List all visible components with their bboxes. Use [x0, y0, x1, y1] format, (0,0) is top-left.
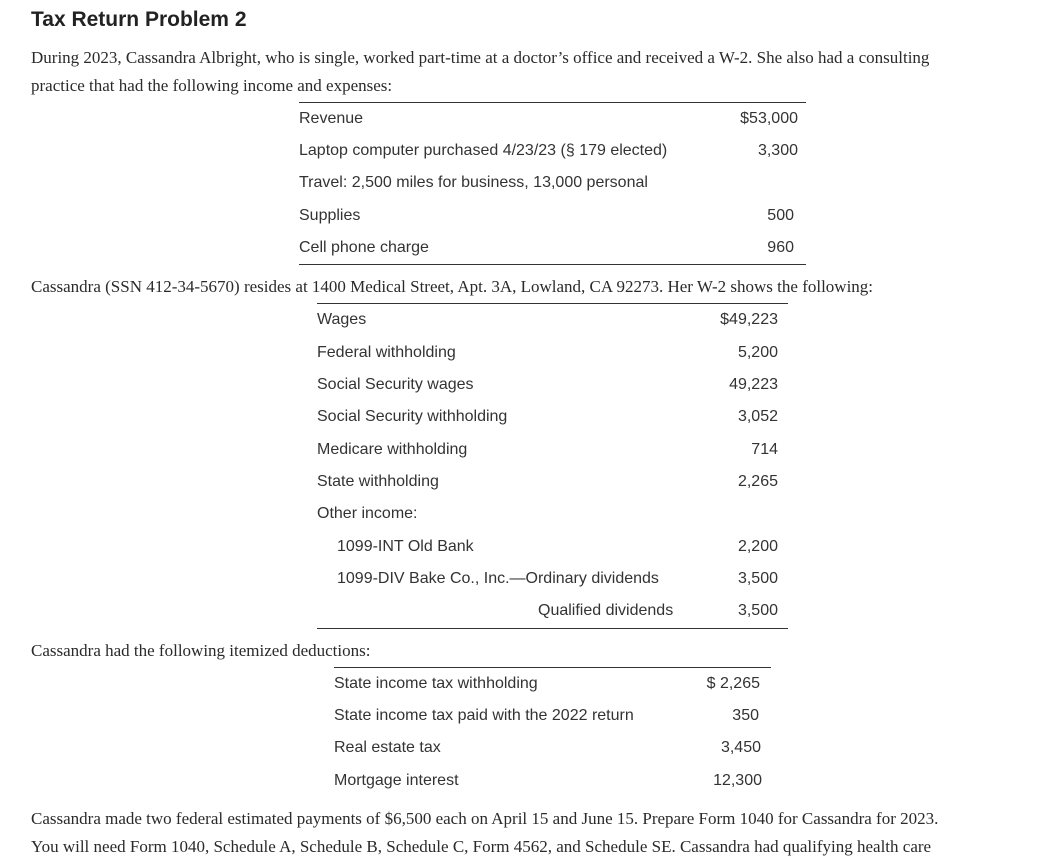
row-value: 3,052: [737, 408, 778, 425]
row-value: $49,223: [720, 311, 778, 328]
intro-line-1: During 2023, Cassandra Albright, who is single, worked part-time at a doctor’s office and received a W-2. She also had a consulting: [31, 48, 930, 67]
row-label: Travel: 2,500 miles for business, 13,000 personal: [299, 174, 648, 191]
itemized-intro: Cassandra had the following itemized deductions:: [31, 641, 371, 660]
row-label: Real estate tax: [334, 739, 441, 756]
table-row: [334, 668, 771, 700]
table-row: [334, 700, 771, 732]
row-value: 3,500: [737, 602, 778, 619]
row-label: Mortgage interest: [334, 772, 459, 789]
table-row: [299, 167, 806, 199]
w2-table: [317, 303, 788, 629]
row-label: State income tax paid with the 2022 return: [334, 707, 634, 724]
closing-line-1: Cassandra made two federal estimated payments of $6,500 each on April 15 and June 15. Prepare Form 1040 for Cassandra for 2023.: [31, 809, 939, 828]
row-value: 12,300: [713, 772, 762, 789]
table-row: [317, 337, 788, 369]
row-value: $53,000: [740, 110, 798, 127]
row-value: 350: [732, 707, 759, 724]
row-label: Federal withholding: [317, 344, 456, 361]
row-label: Supplies: [299, 207, 361, 224]
row-value: $ 2,265: [706, 675, 760, 692]
table-row: [317, 531, 788, 563]
table-row: [317, 466, 788, 498]
table-row: [334, 765, 771, 797]
row-value: 960: [767, 239, 794, 256]
row-label: 1099-INT Old Bank: [337, 538, 474, 555]
table-bottom-rule: [299, 264, 806, 265]
row-label: Revenue: [299, 110, 364, 127]
address-line: Cassandra (SSN 412-34-5670) resides at 1400 Medical Street, Apt. 3A, Lowland, CA 92273. Her W-2 shows the following:: [31, 277, 874, 296]
row-value: 2,200: [737, 538, 778, 555]
row-value: 5,200: [737, 344, 778, 361]
row-value: 3,300: [757, 142, 798, 159]
row-value: 2,265: [737, 473, 778, 490]
row-value: 500: [767, 207, 794, 224]
row-label: Wages: [317, 311, 367, 328]
table-row: [317, 434, 788, 466]
itemized-table: [334, 667, 771, 797]
row-label: Other income:: [317, 505, 418, 522]
table-row: [299, 200, 806, 232]
row-value: 49,223: [729, 376, 778, 393]
row-label: State withholding: [317, 473, 439, 490]
table-row: [317, 304, 788, 336]
row-label: Cell phone charge: [299, 239, 429, 256]
table-row: [299, 232, 806, 264]
table-row: [317, 369, 788, 401]
closing-line-2: You will need Form 1040, Schedule A, Schedule B, Schedule C, Form 4562, and Schedule SE. Cassandra had qualifying health care: [31, 837, 932, 856]
row-label: Social Security wages: [317, 376, 474, 393]
table-row: [317, 563, 788, 595]
row-label: State income tax withholding: [334, 675, 538, 692]
intro-line-2: practice that had the following income and expenses:: [31, 76, 393, 95]
table-row: [334, 732, 771, 764]
row-label: 1099-DIV Bake Co., Inc.—Ordinary dividends: [337, 570, 659, 587]
table-row: [299, 135, 806, 167]
row-label: Qualified dividends: [538, 602, 674, 619]
table-bottom-rule: [317, 628, 788, 629]
row-value: 714: [751, 441, 778, 458]
table-row: [317, 498, 788, 530]
row-label: Medicare withholding: [317, 441, 468, 458]
row-value: 3,450: [720, 739, 761, 756]
consulting-table: [299, 102, 806, 264]
row-value: 3,500: [737, 570, 778, 587]
table-row: [317, 595, 788, 627]
row-label: Social Security withholding: [317, 408, 508, 425]
page-title: Tax Return Problem 2: [31, 8, 247, 31]
table-row: [317, 401, 788, 433]
table-row: [299, 103, 806, 135]
row-label: Laptop computer purchased 4/23/23 (§ 179 elected): [299, 142, 668, 159]
